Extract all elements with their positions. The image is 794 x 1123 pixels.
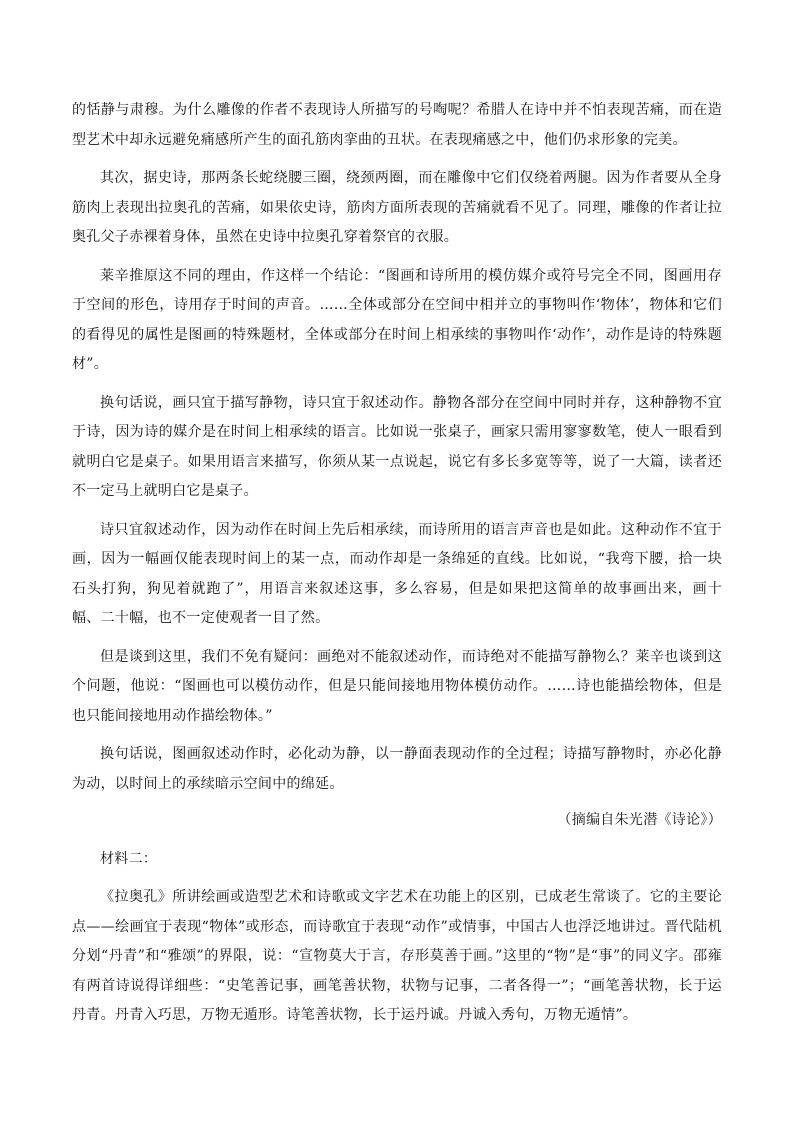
paragraph-still-objects: 换句话说，画只宜于描写静物，诗只宜于叙述动作。静物各部分在空间中同时并存，这种静物不宜于诗，因为诗的媒介是在时间上相承续的语言。比如说一张桌子，画家只需用寥寥数笔，使人一眼看到就明白它是桌子。如果用语言来描写，你须从某一点说起，说它有多长多宽等等，说了一大篇，读者还不一定马上就明白它是桌子。	[72, 394, 722, 499]
document-page	[72, 96, 722, 1040]
paragraph-question: 但是谈到这里，我们不免有疑问：画绝对不能叙述动作，而诗绝对不能描写静物么？莱辛也谈到这个问题，他说：“图画也可以模仿动作，但是只能间接地用物体模仿动作。……诗也能描绘物体，但是也只能间接地用动作描绘物体。”	[72, 648, 722, 724]
source-citation: （摘编自朱光潜《诗论》）	[557, 812, 722, 828]
paragraph-serpents: 其次，据史诗，那两条长蛇绕腰三圈，绕颈两圈，而在雕像中它们仅绕着两腿。因为作者要从全身筋肉上表现出拉奥孔的苦痛，如果依史诗，筋肉方面所表现的苦痛就看不见了。同理，雕像的作者让拉奥孔父子赤裸着身体，虽然在史诗中拉奥孔穿着祭官的衣服。	[72, 170, 722, 245]
paragraph-material-two: 《拉奥孔》所讲绘画或造型艺术和诗歌或文字艺术在功能上的区别，已成老生常谈了。它的主要论点——绘画宜于表现“物体”或形态，而诗歌宜于表现“动作”或情事，中国古人也浮泛地讲过。晋代陆机分划“丹青”和“雅颂”的界限，说：“宣物莫大于言，存形莫善于画。”这里的“物”是“事”的同义字。邵雍有两首诗说得详细些：“史笔善记事，画笔善状物，状物与记事，二者各得一”；“画笔善状物，长于运丹青。丹青入巧思，万物无遁形。诗笔善状物，长于运丹诚。丹诚入秀句，万物无遁情”。	[72, 889, 722, 1023]
paragraph-lessing-conclusion: 莱辛推原这不同的理由，作这样一个结论：“图画和诗所用的模仿媒介或符号完全不同，图画用存于空间的形色，诗用存于时间的声音。……全体或部分在空间中相并立的事物叫作‘物体’，物体和它们的看得见的属性是图画的特殊题材，全体或部分在时间上相承续的事物叫作‘动作’，动作是诗的特殊题材”。	[72, 267, 722, 372]
material-two-heading: 材料二：	[100, 850, 158, 867]
paragraph-continuation: 的恬静与肃穆。为什么雕像的作者不表现诗人所描写的号啕呢？希腊人在诗中并不怕表现苦痛，而在造型艺术中却永远避免痛感所产生的面孔筋肉挛曲的丑状。在表现痛感之中，他们仍求形象的完美。	[72, 102, 722, 148]
paragraph-actions: 诗只宜叙述动作，因为动作在时间上先后相承续，而诗所用的语言声音也是如此。这种动作不宜于画，因为一幅画仅能表现时间上的某一点，而动作却是一条绵延的直线。比如说，“我弯下腰，拾一块石头打狗，狗见着就跑了”，用语言来叙述这事，多么容易，但是如果把这简单的故事画出来，画十幅、二十幅，也不一定使观者一目了然。	[72, 521, 722, 626]
paragraph-summary: 换句话说，图画叙述动作时，必化动为静，以一静面表现动作的全过程；诗描写静物时，亦必化静为动，以时间上的承续暗示空间中的绵延。	[72, 746, 722, 792]
